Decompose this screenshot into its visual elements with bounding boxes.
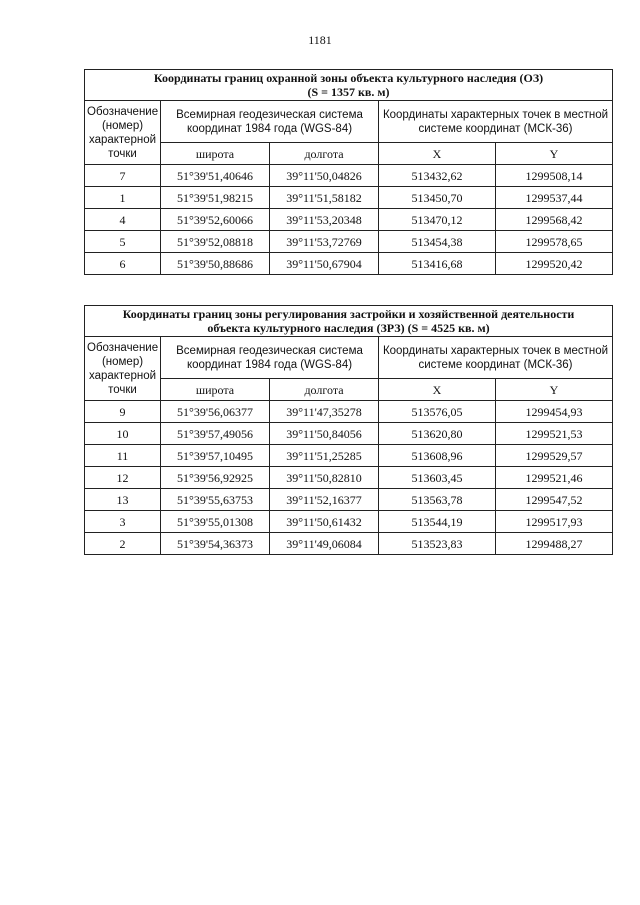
table-row bbox=[85, 187, 613, 209]
cell-point: 9 bbox=[85, 401, 161, 423]
cell-x: 513603,45 bbox=[379, 467, 496, 489]
col-lon-header: долгота bbox=[270, 379, 379, 401]
col-y-header: Y bbox=[496, 143, 613, 165]
cell-lat: 51°39'56,92925 bbox=[161, 467, 270, 489]
cell-y: 1299488,27 bbox=[496, 533, 613, 555]
cell-lat: 51°39'57,49056 bbox=[161, 423, 270, 445]
cell-lon: 39°11'50,82810 bbox=[270, 467, 379, 489]
cell-lon: 39°11'51,58182 bbox=[270, 187, 379, 209]
col-wgs-header: Всемирная геодезическая система координат 1984 года (WGS-84) bbox=[161, 101, 379, 143]
col-msk-header: Координаты характерных точек в местной системе координат (МСК-36) bbox=[379, 337, 613, 379]
cell-lon: 39°11'52,16377 bbox=[270, 489, 379, 511]
cell-lat: 51°39'52,60066 bbox=[161, 209, 270, 231]
col-y-header: Y bbox=[496, 379, 613, 401]
cell-point: 10 bbox=[85, 423, 161, 445]
cell-lon: 39°11'53,72769 bbox=[270, 231, 379, 253]
table-title bbox=[85, 306, 613, 337]
cell-lat: 51°39'57,10495 bbox=[161, 445, 270, 467]
cell-point: 4 bbox=[85, 209, 161, 231]
cell-x: 513544,19 bbox=[379, 511, 496, 533]
col-msk-header: Координаты характерных точек в местной системе координат (МСК-36) bbox=[379, 101, 613, 143]
cell-point: 7 bbox=[85, 165, 161, 187]
cell-lat: 51°39'56,06377 bbox=[161, 401, 270, 423]
cell-x: 513416,68 bbox=[379, 253, 496, 275]
col-lon-header: долгота bbox=[270, 143, 379, 165]
table-row bbox=[85, 489, 613, 511]
cell-x: 513470,12 bbox=[379, 209, 496, 231]
table-oz bbox=[84, 69, 613, 275]
cell-x: 513608,96 bbox=[379, 445, 496, 467]
table-row bbox=[85, 165, 613, 187]
cell-lon: 39°11'51,25285 bbox=[270, 445, 379, 467]
table-row bbox=[85, 253, 613, 275]
table-zrz bbox=[84, 305, 613, 555]
col-lat-header: широта bbox=[161, 143, 270, 165]
cell-x: 513576,05 bbox=[379, 401, 496, 423]
table-row bbox=[85, 445, 613, 467]
cell-point: 11 bbox=[85, 445, 161, 467]
table-subheader-row bbox=[85, 143, 613, 165]
col-x-header: X bbox=[379, 143, 496, 165]
table-title-line1: Координаты границ зоны регулирования застройки и хозяйственной деятельности bbox=[122, 307, 575, 321]
cell-lat: 51°39'51,40646 bbox=[161, 165, 270, 187]
col-wgs-header: Всемирная геодезическая система координат 1984 года (WGS-84) bbox=[161, 337, 379, 379]
cell-y: 1299568,42 bbox=[496, 209, 613, 231]
cell-point: 12 bbox=[85, 467, 161, 489]
cell-lat: 51°39'50,88686 bbox=[161, 253, 270, 275]
cell-point: 3 bbox=[85, 511, 161, 533]
table-title-row bbox=[85, 70, 613, 101]
table-title bbox=[85, 70, 613, 101]
table-row bbox=[85, 401, 613, 423]
page-number: 1181 bbox=[308, 33, 332, 47]
cell-y: 1299520,42 bbox=[496, 253, 613, 275]
table-subheader-row bbox=[85, 379, 613, 401]
cell-lat: 51°39'54,36373 bbox=[161, 533, 270, 555]
cell-y: 1299521,46 bbox=[496, 467, 613, 489]
cell-y: 1299517,93 bbox=[496, 511, 613, 533]
cell-lon: 39°11'53,20348 bbox=[270, 209, 379, 231]
cell-y: 1299521,53 bbox=[496, 423, 613, 445]
table-header-row bbox=[85, 337, 613, 379]
cell-point: 1 bbox=[85, 187, 161, 209]
table-title-line1: Координаты границ охранной зоны объекта культурного наследия (ОЗ) bbox=[153, 71, 544, 85]
table-row bbox=[85, 423, 613, 445]
cell-lon: 39°11'50,61432 bbox=[270, 511, 379, 533]
cell-point: 2 bbox=[85, 533, 161, 555]
cell-y: 1299508,14 bbox=[496, 165, 613, 187]
table-row bbox=[85, 231, 613, 253]
col-point-header: Обозначение (номер) характерной точки bbox=[85, 337, 161, 401]
table-header-row bbox=[85, 101, 613, 143]
table-title-line2: (S = 1357 кв. м) bbox=[307, 85, 390, 99]
col-x-header: X bbox=[379, 379, 496, 401]
table-row bbox=[85, 511, 613, 533]
cell-lat: 51°39'52,08818 bbox=[161, 231, 270, 253]
cell-lon: 39°11'50,67904 bbox=[270, 253, 379, 275]
table-row bbox=[85, 467, 613, 489]
cell-x: 513432,62 bbox=[379, 165, 496, 187]
col-lat-header: широта bbox=[161, 379, 270, 401]
table-title-row bbox=[85, 306, 613, 337]
cell-x: 513523,83 bbox=[379, 533, 496, 555]
cell-lon: 39°11'50,04826 bbox=[270, 165, 379, 187]
table-row bbox=[85, 209, 613, 231]
cell-lat: 51°39'55,01308 bbox=[161, 511, 270, 533]
cell-x: 513450,70 bbox=[379, 187, 496, 209]
table-title-line2: объекта культурного наследия (ЗРЗ) (S = 4525 кв. м) bbox=[207, 321, 490, 335]
cell-y: 1299547,52 bbox=[496, 489, 613, 511]
cell-y: 1299537,44 bbox=[496, 187, 613, 209]
cell-x: 513454,38 bbox=[379, 231, 496, 253]
table-row bbox=[85, 533, 613, 555]
cell-y: 1299578,65 bbox=[496, 231, 613, 253]
cell-x: 513563,78 bbox=[379, 489, 496, 511]
cell-point: 13 bbox=[85, 489, 161, 511]
cell-lon: 39°11'47,35278 bbox=[270, 401, 379, 423]
cell-lat: 51°39'55,63753 bbox=[161, 489, 270, 511]
col-point-header: Обозначение (номер) характерной точки bbox=[85, 101, 161, 165]
cell-y: 1299529,57 bbox=[496, 445, 613, 467]
cell-lat: 51°39'51,98215 bbox=[161, 187, 270, 209]
cell-lon: 39°11'50,84056 bbox=[270, 423, 379, 445]
cell-point: 6 bbox=[85, 253, 161, 275]
cell-point: 5 bbox=[85, 231, 161, 253]
cell-x: 513620,80 bbox=[379, 423, 496, 445]
cell-y: 1299454,93 bbox=[496, 401, 613, 423]
cell-lon: 39°11'49,06084 bbox=[270, 533, 379, 555]
